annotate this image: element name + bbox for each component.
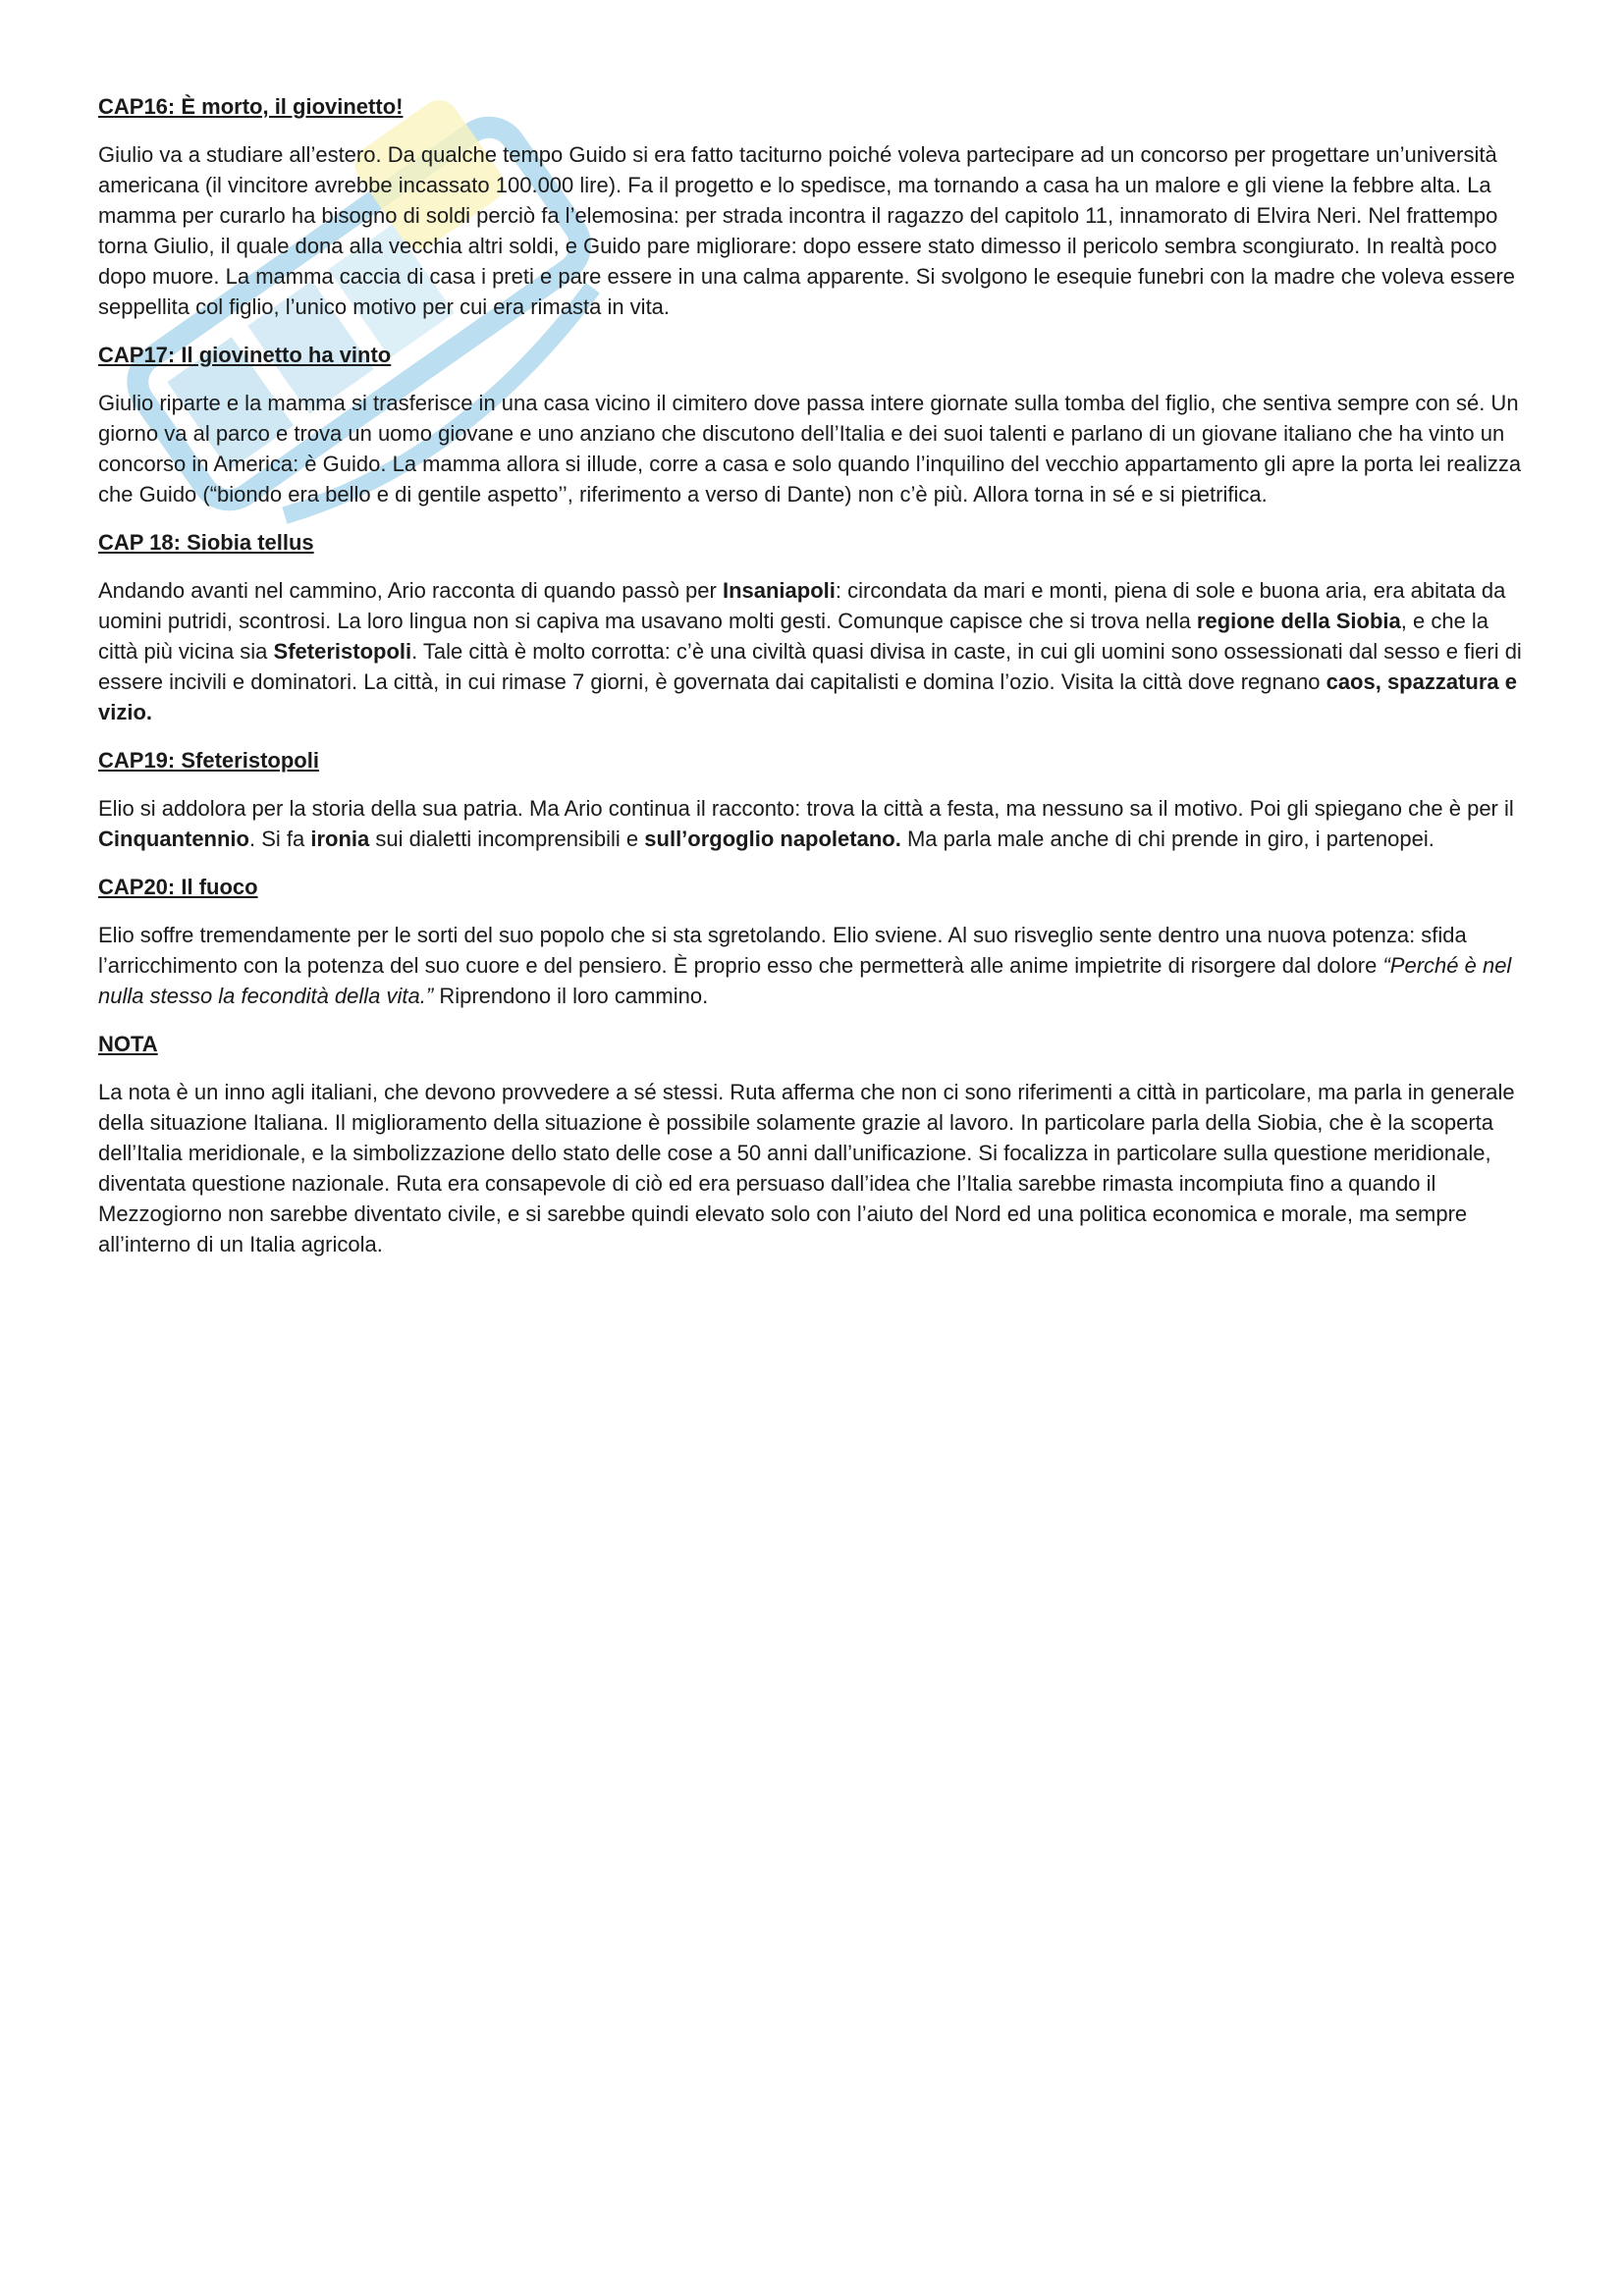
section-heading: CAP 18: Siobia tellus [98,530,314,555]
section-paragraph: Giulio riparte e la mamma si trasferisce in una casa vicino il cimitero dove passa intere giornate sulla tomba del figlio, che sentiva sempre con sé. Un giorno va al parco e trova un uomo giovane e uno anziano che discutono dell’Italia e dei suoi talenti e parlano di un giovane italiano che ha vinto un concorso in America: è Guido. La mamma allora si illude, corre a casa e solo quando l’inquilino del vecchio appartamento gli apre la porta lei realizza che Guido (“biondo era bello e di gentile aspetto’’, riferimento a verso di Dante) non c’è più. Allora torna in sé e si pietrifica. [98,391,1522,507]
section-heading: CAP17: Il giovinetto ha vinto [98,343,392,367]
section-cap16 [98,92,1534,322]
text-run: Andando avanti nel cammino, Ario racconta di quando passò per [98,578,723,603]
bold-term: Insaniapoli [722,578,836,603]
document-page [98,92,1534,1278]
bold-term: ironia [310,827,370,851]
text-run: , e che la città più vicina sia [98,609,1489,664]
bold-term: regione della Siobia [1196,609,1401,633]
section-paragraph [98,920,1534,1011]
text-run: Elio si addolora per la storia della sua patria. Ma Ario continua il racconto: trova la città a festa, ma nessuno sa il motivo. Poi gli spiegano che è per il [98,796,1514,821]
section-cap18 [98,528,1534,727]
section-cap17 [98,341,1534,509]
italic-quote: “Perché è nel nulla stesso la fecondità della vita.” [98,953,1512,1008]
text-run: Elio soffre tremendamente per le sorti del suo popolo che si sta sgretolando. Elio sviene. Al suo risveglio sente dentro una nuova potenza: sfida l’arricchimento con la potenza del suo cuore e del pensiero. È proprio esso che permetterà alle anime impietrite di risorgere dal dolore [98,923,1467,978]
text-run: . Si fa [248,827,311,851]
text-run: : circondata da mari e monti, piena di sole e buona aria, era abitata da uomini putridi, scontrosi. La loro lingua non si capiva ma usavano molti gesti. Comunque capisce che si trova nella [98,578,1506,633]
bold-term: Sfeteristopoli [273,639,412,664]
section-paragraph: La nota è un inno agli italiani, che devono provvedere a sé stessi. Ruta afferma che non ci sono riferimenti a città in particolare, ma parla in generale della situazione Italiana. Il miglioramento della situazione è possibile solamente grazie al lavoro. In particolare parla della Siobia, che è la scoperta dell’Italia meridionale, e la simbolizzazione dello stato delle cose a 50 anni dall’unificazione. Si focalizza in particolare sulla questione meridionale, diventata questione nazionale. Ruta era consapevole di ciò ed era persuaso dall’idea che l’Italia sarebbe rimasta incompiuta fino a quando il Mezzogiorno non sarebbe diventato civile, e si sarebbe quindi elevato solo con l’aiuto del Nord ed una politica economica e morale, ma sempre all’interno di un Italia agricola. [98,1080,1515,1256]
bold-term: Cinquantennio [98,827,249,851]
section-paragraph [98,575,1534,727]
text-run: sui dialetti incomprensibili e [369,827,645,851]
bold-term: caos, spazzatura e vizio. [98,669,1518,724]
section-paragraph [98,793,1534,854]
section-nota [98,1030,1534,1259]
text-run: Ma parla male anche di chi prende in giro, i partenopei. [900,827,1434,851]
text-run: Riprendono il loro cammino. [433,984,709,1008]
section-heading: CAP16: È morto, il giovinetto! [98,94,404,119]
section-cap19 [98,746,1534,854]
section-cap20 [98,873,1534,1011]
text-run: . Tale città è molto corrotta: c’è una civiltà quasi divisa in caste, in cui gli uomini sono ossessionati dal sesso e fieri di essere incivili e dominatori. La città, in cui rimase 7 giorni, è governata dai capitalisti e domina l’ozio. Visita la città dove regnano [98,639,1522,694]
section-paragraph: Giulio va a studiare all’estero. Da qualche tempo Guido si era fatto taciturno poiché voleva partecipare ad un concorso per progettare un’università americana (il vincitore avrebbe incassato 100.000 lire). Fa il progetto e lo spedisce, ma tornando a casa ha un malore e gli viene la febbre alta. La mamma per curarlo ha bisogno di soldi perciò fa l’elemosina: per strada incontra il ragazzo del capitolo 11, innamorato di Elvira Neri. Nel frattempo torna Giulio, il quale dona alla vecchia altri soldi, e Guido pare migliorare: dopo essere stato dimesso il pericolo sembra scongiurato. In realtà poco dopo muore. La mamma caccia di casa i preti e pare essere in una calma apparente. Si svolgono le esequie funebri con la madre che voleva essere seppellita col figlio, l’unico motivo per cui era rimasta in vita. [98,142,1516,319]
section-heading: CAP19: Sfeteristopoli [98,748,319,773]
section-heading: NOTA [98,1032,158,1056]
section-heading: CAP20: Il fuoco [98,875,258,899]
bold-term: sull’orgoglio napoletano. [644,827,901,851]
